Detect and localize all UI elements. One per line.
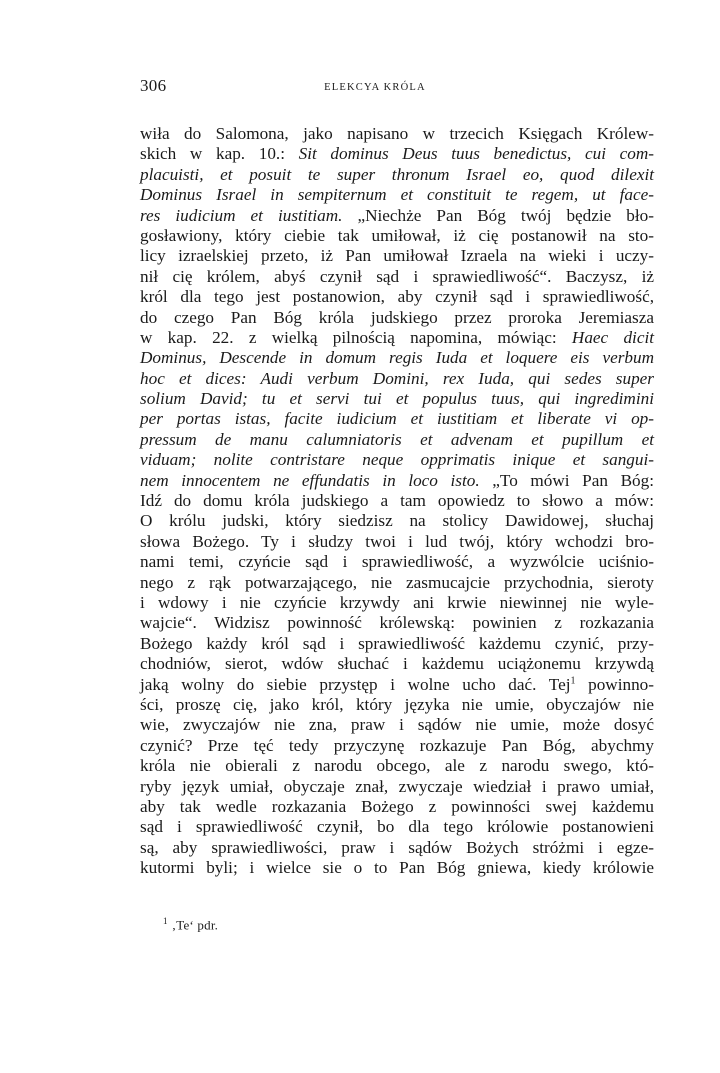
text-segment: Idź do domu króla judskiego a tam opowiedz to słowo a mów: (140, 491, 654, 511)
text-line (140, 756, 654, 776)
text-segment: gosławiony, który ciebie tak umiłował, iż cię postanowił na sto- (140, 225, 654, 245)
text-segment: są, aby sprawiedliwości, praw i sądów Bożych stróżmi i egze- (140, 837, 654, 857)
latin-quotation: Sit dominus Deus tuus benedictus, cui com- (298, 144, 654, 164)
text-line (140, 124, 654, 144)
text-line (140, 185, 654, 205)
text-segment: „To mówi Pan Bóg: (479, 470, 654, 490)
latin-quotation: Dominus, Descende in domum regis Iuda et loquere eis verbum (140, 348, 654, 368)
text-line (140, 715, 654, 735)
text-line (140, 471, 654, 491)
footnote-text: ‚Te‘ pdr. (171, 917, 219, 933)
latin-quotation: solium David; tu et servi tui et populus tuus, qui ingredimini (140, 389, 654, 409)
text-segment: jaką wolny do siebie przystęp i wolne ucho dać. Tej (140, 674, 571, 694)
text-line (140, 409, 654, 429)
text-segment: wie, zwyczajów nie zna, praw i sądów nie umie, może dosyć (140, 715, 654, 735)
text-line (140, 348, 654, 368)
text-segment: licy izraelskiej przeto, iż Pan umiłował Izraela na wieki i uczy- (140, 246, 654, 266)
text-line (140, 267, 654, 287)
text-line (140, 430, 654, 450)
text-segment: „Niechże Pan Bóg twój będzie bło- (342, 205, 654, 225)
text-line (140, 858, 654, 878)
running-title: ELEKCYA KRÓLA (324, 82, 426, 93)
text-segment: do czego Pan Bóg króla judskiego przez proroka Jeremiasza (140, 307, 654, 327)
text-line (140, 389, 654, 409)
text-line (140, 532, 654, 552)
latin-quotation: placuisti, et posuit te super thronum Israel eo, quod dilexit (140, 164, 654, 184)
footnote-marker: 1 (163, 916, 168, 926)
text-segment: wajcie“. Widzisz powinność królewską: powinien z rozkazania (140, 613, 654, 633)
text-segment: nego z rąk potwarzającego, nie zasmucajcie przychodnia, sieroty (140, 572, 654, 592)
text-segment: aby tak wedle rozkazania Bożego z powinności swej każdemu (140, 796, 654, 816)
text-line (140, 308, 654, 328)
text-segment: i wdowy i nie czyńcie krzywdy ani krwie niewinnej nie wyle- (140, 592, 654, 612)
text-line (140, 511, 654, 531)
text-segment: słowa Bożego. Ty i słudzy twoi i lud twój, który wchodzi bro- (140, 531, 654, 551)
text-line (140, 144, 654, 164)
text-line (140, 369, 654, 389)
text-line (140, 165, 654, 185)
text-line (140, 450, 654, 470)
page-number: 306 (140, 76, 167, 95)
text-line (140, 634, 654, 654)
text-line (140, 797, 654, 817)
text-segment: czynić? Prze tęć tedy przyczynę rozkazuje Pan Bóg, abychmy (140, 735, 654, 755)
text-line (140, 206, 654, 226)
text-line (140, 328, 654, 348)
text-segment: chodniów, sierot, wdów słuchać i każdemu uciążonemu krzywdą (140, 654, 654, 674)
text-segment: sąd i sprawiedliwość czynił, bo dla tego królowie postanowieni (140, 817, 654, 837)
text-segment: w kap. 22. z wielką pilnością napomina, mówiąc: (140, 327, 572, 347)
text-segment: Bożego każdy król sąd i sprawiedliwość każdemu czynić, przy- (140, 633, 654, 653)
latin-quotation: viduam; nolite contristare neque opprimatis inique et sangui- (140, 450, 654, 470)
latin-quotation: Dominus Israel in sempiternum et constituit te regem, ut face- (140, 185, 654, 205)
latin-quotation: res iudicium et iustitiam. (140, 205, 343, 225)
latin-quotation: hoc et dices: Audi verbum Domini, rex Iuda, qui sedes super (140, 368, 654, 388)
latin-quotation: Haec dicit (571, 327, 655, 347)
text-segment: ryby język umiał, obyczaje znał, zwyczaje wiedział i prawo umiał, (140, 776, 654, 796)
text-segment: nami temi, czyńcie sąd i sprawiedliwość, a wyzwólcie uciśnio- (140, 552, 654, 572)
text-line (140, 246, 654, 266)
text-line (140, 613, 654, 633)
text-line (140, 654, 654, 674)
text-segment: króla nie obierali z narodu obcego, ale z narodu swego, któ- (140, 756, 654, 776)
text-line (140, 675, 654, 695)
text-line (140, 695, 654, 715)
text-segment: skich w kap. 10.: (140, 144, 299, 164)
text-segment: wiła do Salomona, jako napisano w trzecich Księgach Królew- (140, 124, 654, 143)
text-segment: król dla tego jest postanowion, aby czynił sąd i sprawiedliwość, (140, 287, 654, 307)
text-line (140, 777, 654, 797)
text-line (140, 552, 654, 572)
text-line (140, 817, 654, 837)
text-line (140, 736, 654, 756)
footnote (163, 916, 218, 933)
text-segment: nił cię królem, abyś czynił sąd i sprawiedliwość“. Baczysz, iż (140, 266, 654, 286)
footnote-reference: 1 (570, 674, 576, 686)
text-segment: ści, proszę cię, jako król, który języka nie umie, obyczajów nie (140, 694, 654, 714)
text-line (140, 287, 654, 307)
text-segment: kutormi byli; i wielce sie o to Pan Bóg gniewa, kiedy królowie (140, 858, 654, 878)
text-line (140, 491, 654, 511)
latin-quotation: pressum de manu calumniatoris et advenam et pupillum et (140, 429, 654, 449)
latin-quotation: nem innocentem ne effundatis in loco isto. (140, 470, 480, 490)
latin-quotation: per portas istas, facite iudicium et iustitiam et liberate vi op- (140, 409, 654, 429)
text-segment: powinno- (575, 674, 654, 694)
main-text (140, 124, 654, 878)
text-line (140, 226, 654, 246)
text-line (140, 593, 654, 613)
text-line (140, 838, 654, 858)
text-line (140, 573, 654, 593)
text-segment: O królu judski, który siedzisz na stolicy Dawidowej, słuchaj (140, 511, 654, 531)
